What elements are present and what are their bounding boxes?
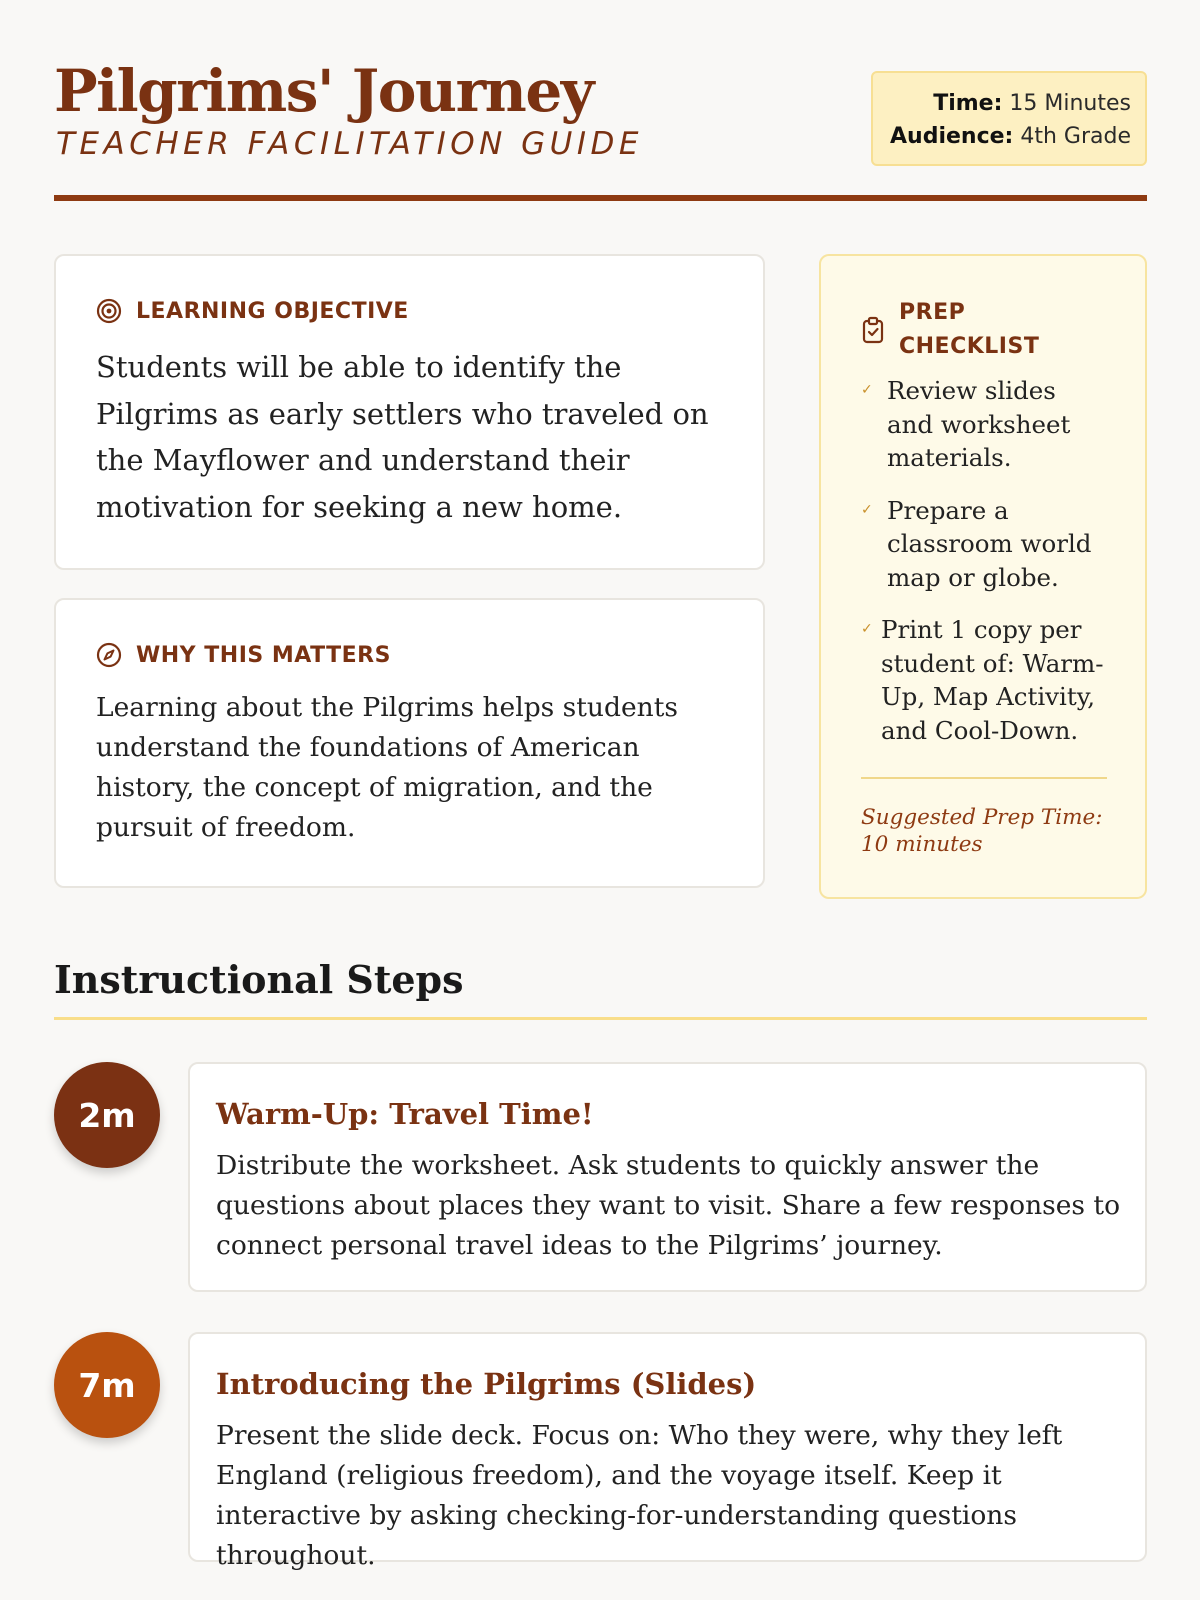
why-this-matters-card xyxy=(54,598,765,888)
clipboard-check-icon xyxy=(861,316,885,344)
time-row xyxy=(873,87,1131,120)
step-duration-badge: 2m xyxy=(54,1062,160,1168)
page-subtitle: TEACHER FACILITATION GUIDE xyxy=(56,126,643,162)
why-this-matters-heading-text: WHY THIS MATTERS xyxy=(136,642,391,668)
why-this-matters-text: Learning about the Pilgrims helps students understand the foundations of American history, the concept of migration, and the pursuit of freedom. xyxy=(96,692,678,843)
suggested-prep-time: Suggested Prep Time: 10 minutes xyxy=(861,805,1103,857)
step-title: Introducing the Pilgrims (Slides) xyxy=(216,1367,757,1401)
checkmark-icon: ✓ xyxy=(861,621,873,637)
prep-checklist xyxy=(861,374,1106,766)
prep-checklist-heading xyxy=(861,296,1049,364)
time-label: Time: xyxy=(933,91,1003,116)
learning-objective-heading-text: LEARNING OBJECTIVE xyxy=(136,298,409,324)
instructional-steps-title: Instructional Steps xyxy=(54,957,464,1002)
checklist-divider xyxy=(861,777,1107,779)
why-this-matters-heading xyxy=(96,642,391,668)
step-card xyxy=(188,1062,1147,1292)
target-icon xyxy=(96,298,122,324)
learning-objective-text: Students will be able to identify the Pilgrims as early settlers who traveled on the Mayflower and understand their motivation for seeking a new home. xyxy=(96,350,709,524)
header-divider xyxy=(54,195,1147,201)
checklist-item-text: Prepare a classroom world map or globe. xyxy=(887,495,1092,592)
prep-checklist-card xyxy=(819,254,1147,899)
checklist-item-text: Print 1 copy per student of: Warm-Up, Map Activity, and Cool-Down. xyxy=(881,615,1104,745)
prep-checklist-heading-text: PREP CHECKLIST xyxy=(899,300,1040,359)
checkmark-icon: ✓ xyxy=(861,501,873,518)
instructional-steps-divider xyxy=(54,1017,1147,1020)
step-description: Present the slide deck. Focus on: Who they were, why they left England (religious freedom), and the voyage itself. Keep it interactive by asking checking-for-understanding questions throughout. xyxy=(216,1420,1063,1571)
time-value: 15 Minutes xyxy=(1009,91,1131,116)
step-duration-badge: 7m xyxy=(54,1332,160,1438)
audience-label: Audience: xyxy=(890,124,1014,149)
learning-objective-card xyxy=(54,254,765,570)
audience-row xyxy=(873,120,1131,153)
page-header xyxy=(54,54,1147,200)
compass-icon xyxy=(96,642,122,668)
checklist-item xyxy=(861,613,1106,747)
lesson-meta-box xyxy=(871,71,1147,166)
checklist-item xyxy=(861,494,1106,595)
checklist-item-text: Review slides and worksheet materials. xyxy=(887,376,1071,472)
audience-value: 4th Grade xyxy=(1020,124,1131,149)
page-title: Pilgrims' Journey xyxy=(54,57,593,125)
checkmark-icon: ✓ xyxy=(861,382,873,398)
checklist-item xyxy=(861,374,1106,475)
step-card xyxy=(188,1332,1147,1571)
learning-objective-heading xyxy=(96,298,409,324)
step-title: Warm-Up: Travel Time! xyxy=(216,1097,594,1131)
facilitation-guide-page xyxy=(54,0,1147,1600)
step-description: Distribute the worksheet. Ask students to quickly answer the questions about places they want to visit. Share a few responses to connect personal travel ideas to the Pilgrims’ journey. xyxy=(216,1150,1121,1261)
